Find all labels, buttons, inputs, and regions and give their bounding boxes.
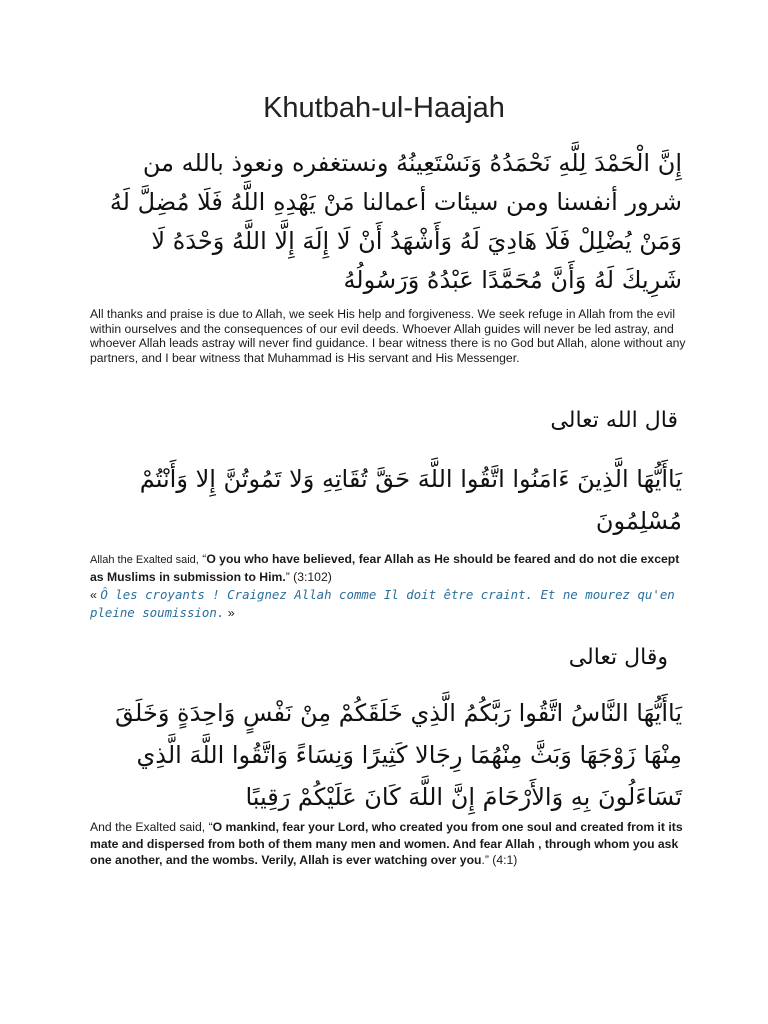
translation-quote: O you who have believed, fear Allah as He should be feared and do not die except as Muslims in submission to Him.: [90, 552, 680, 584]
verse-reference: ” (3:102): [285, 570, 332, 584]
page-title: Khutbah-ul-Haajah: [263, 92, 505, 124]
english-translation-4-1: [90, 819, 690, 869]
verse-reference-2: .” (4:1): [481, 853, 518, 867]
french-close-quote: »: [224, 606, 235, 620]
arabic-heading-allah-said: قال الله تعالى: [550, 408, 678, 433]
arabic-opening-text: إِنَّ الْحَمْدَ لِلَّهِ نَحْمَدُهُ وَنَسْتَعِينُهُ ونستغفره ونعوذ بالله من شرور أنفسنا ومن سيئات أعمالنا مَنْ يَهْدِهِ اللَّهُ فَلَا مُضِلَّ لَهُ وَمَنْ يُضْلِلْ فَلَا هَادِيَ لَهُ وَأَشْهَدُ أَنْ لَا إِلَهَ إِلَّا اللَّهُ وَحْدَهُ لَا شَرِيكَ لَهُ وَأَنَّ مُحَمَّدًا عَبْدُهُ وَرَسُولُهُ: [109, 149, 682, 294]
translation-lead-2: And the Exalted said, “: [90, 820, 213, 834]
french-translation-3-102: [90, 586, 690, 622]
french-open-quote: «: [90, 588, 101, 602]
translation-lead: Allah the Exalted said,: [90, 554, 199, 566]
arabic-verse-3-102: يَاأَيُّهَا الَّذِينَ ءَامَنُوا اتَّقُوا اللَّهَ حَقَّ تُقَاتِهِ وَلا تَمُوتُنَّ إِلا وَأَنْتُمْ مُسْلِمُونَ: [139, 465, 682, 535]
english-translation-3-102: [90, 551, 690, 586]
open-quote: “: [198, 552, 207, 566]
arabic-verse-4-1: يَاأَيُّهَا النَّاسُ اتَّقُوا رَبَّكُمُ الَّذِي خَلَقَكُمْ مِنْ نَفْسٍ وَاحِدَةٍ وَخَلَقَ مِنْهَا زَوْجَهَا وَبَثَّ مِنْهُمَا رِجَالا كَثِيرًا وَنِسَاءً وَاتَّقُوا اللَّهَ الَّذِي تَسَاءَلُونَ بِهِ وَالأَرْحَامَ إِنَّ اللَّهَ كَانَ عَلَيْكُمْ رَقِيبًا: [115, 699, 682, 811]
translation-quote-2: O mankind, fear your Lord, who created you from one soul and created from it its mate and dispersed from both of them many men and women. And fear Allah , through whom you ask one another, and the wombs. Verily, Allah is ever watching over you: [90, 820, 683, 867]
english-translation-opening: All thanks and praise is due to Allah, we seek His help and forgiveness. We seek refuge in Allah from the evil within ourselves and the consequences of our evil deeds. Whoever Allah guides will never be led astray, and whoever Allah leads astray will never find guidance. I bear witness there is no God but Allah, alone without any partners, and I bear witness that Muhammad is His servant and His Messenger.: [90, 307, 686, 366]
french-text: Ô les croyants ! Craignez Allah comme Il doit être craint. Et ne mourez qu'en pleine soumission.: [90, 587, 675, 620]
arabic-heading-and-he-said: وقال تعالى: [568, 645, 668, 670]
